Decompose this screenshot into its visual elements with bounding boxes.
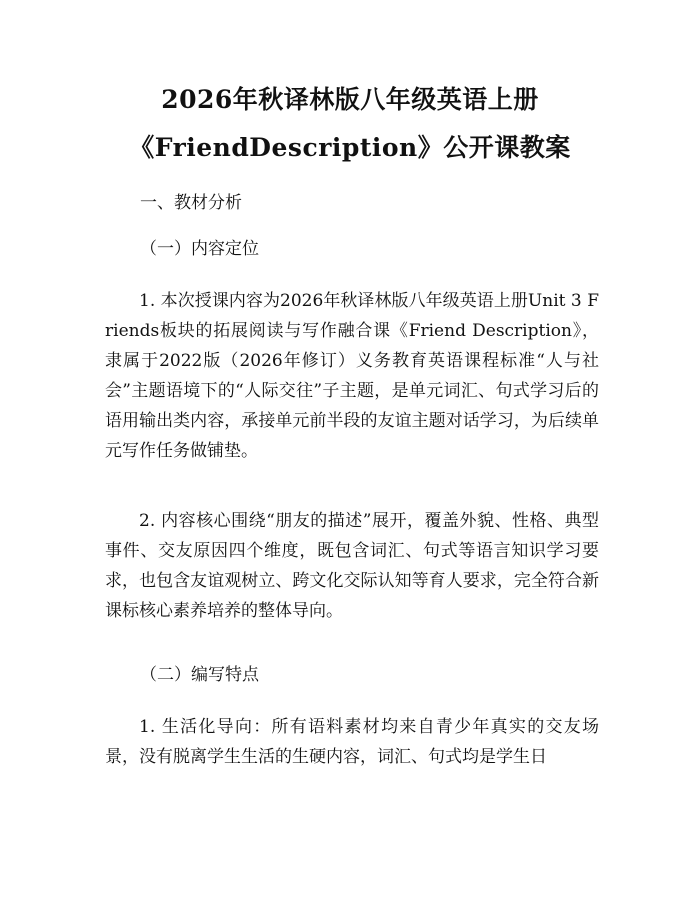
document-title-line2: 《FriendDescription》公开课教案 (129, 133, 571, 162)
paragraph-content-positioning-2: 2. 内容核心围绕“朋友的描述”展开，覆盖外貌、性格、典型事件、交友原因四个维度，既包含词汇、句式等语言知识学习要求，也包含友谊观树立、跨文化交际认知等育人要求，完全符合新课标核心素养培养的整体导向。 (105, 511, 599, 621)
subsection-heading-writing-features: （二）编写特点 (140, 665, 259, 685)
paragraph-content-positioning-1: 1. 本次授课内容为2026年秋译林版八年级英语上册Unit 3 Friends板块的拓展阅读与写作融合课《Friend Description》，隶属于2022版（2026年修订）义务教育英语课程标准“人与社会”主题语境下的“人际交往”子主题，是单元词汇、句式学习后的语用输出类内容，承接单元前半段的友谊主题对话学习，为后续单元写作任务做铺垫。 (105, 291, 599, 461)
subsection-heading-content-positioning: （一）内容定位 (140, 239, 259, 259)
paragraph-writing-features-1: 1. 生活化导向：所有语料素材均来自青少年真实的交友场景，没有脱离学生生活的生硬内容，词汇、句式均是学生日 (105, 717, 599, 767)
section-heading-textbook-analysis: 一、教材分析 (140, 193, 242, 213)
document-title-line1: 2026年秋译林版八年级英语上册 (161, 85, 539, 114)
